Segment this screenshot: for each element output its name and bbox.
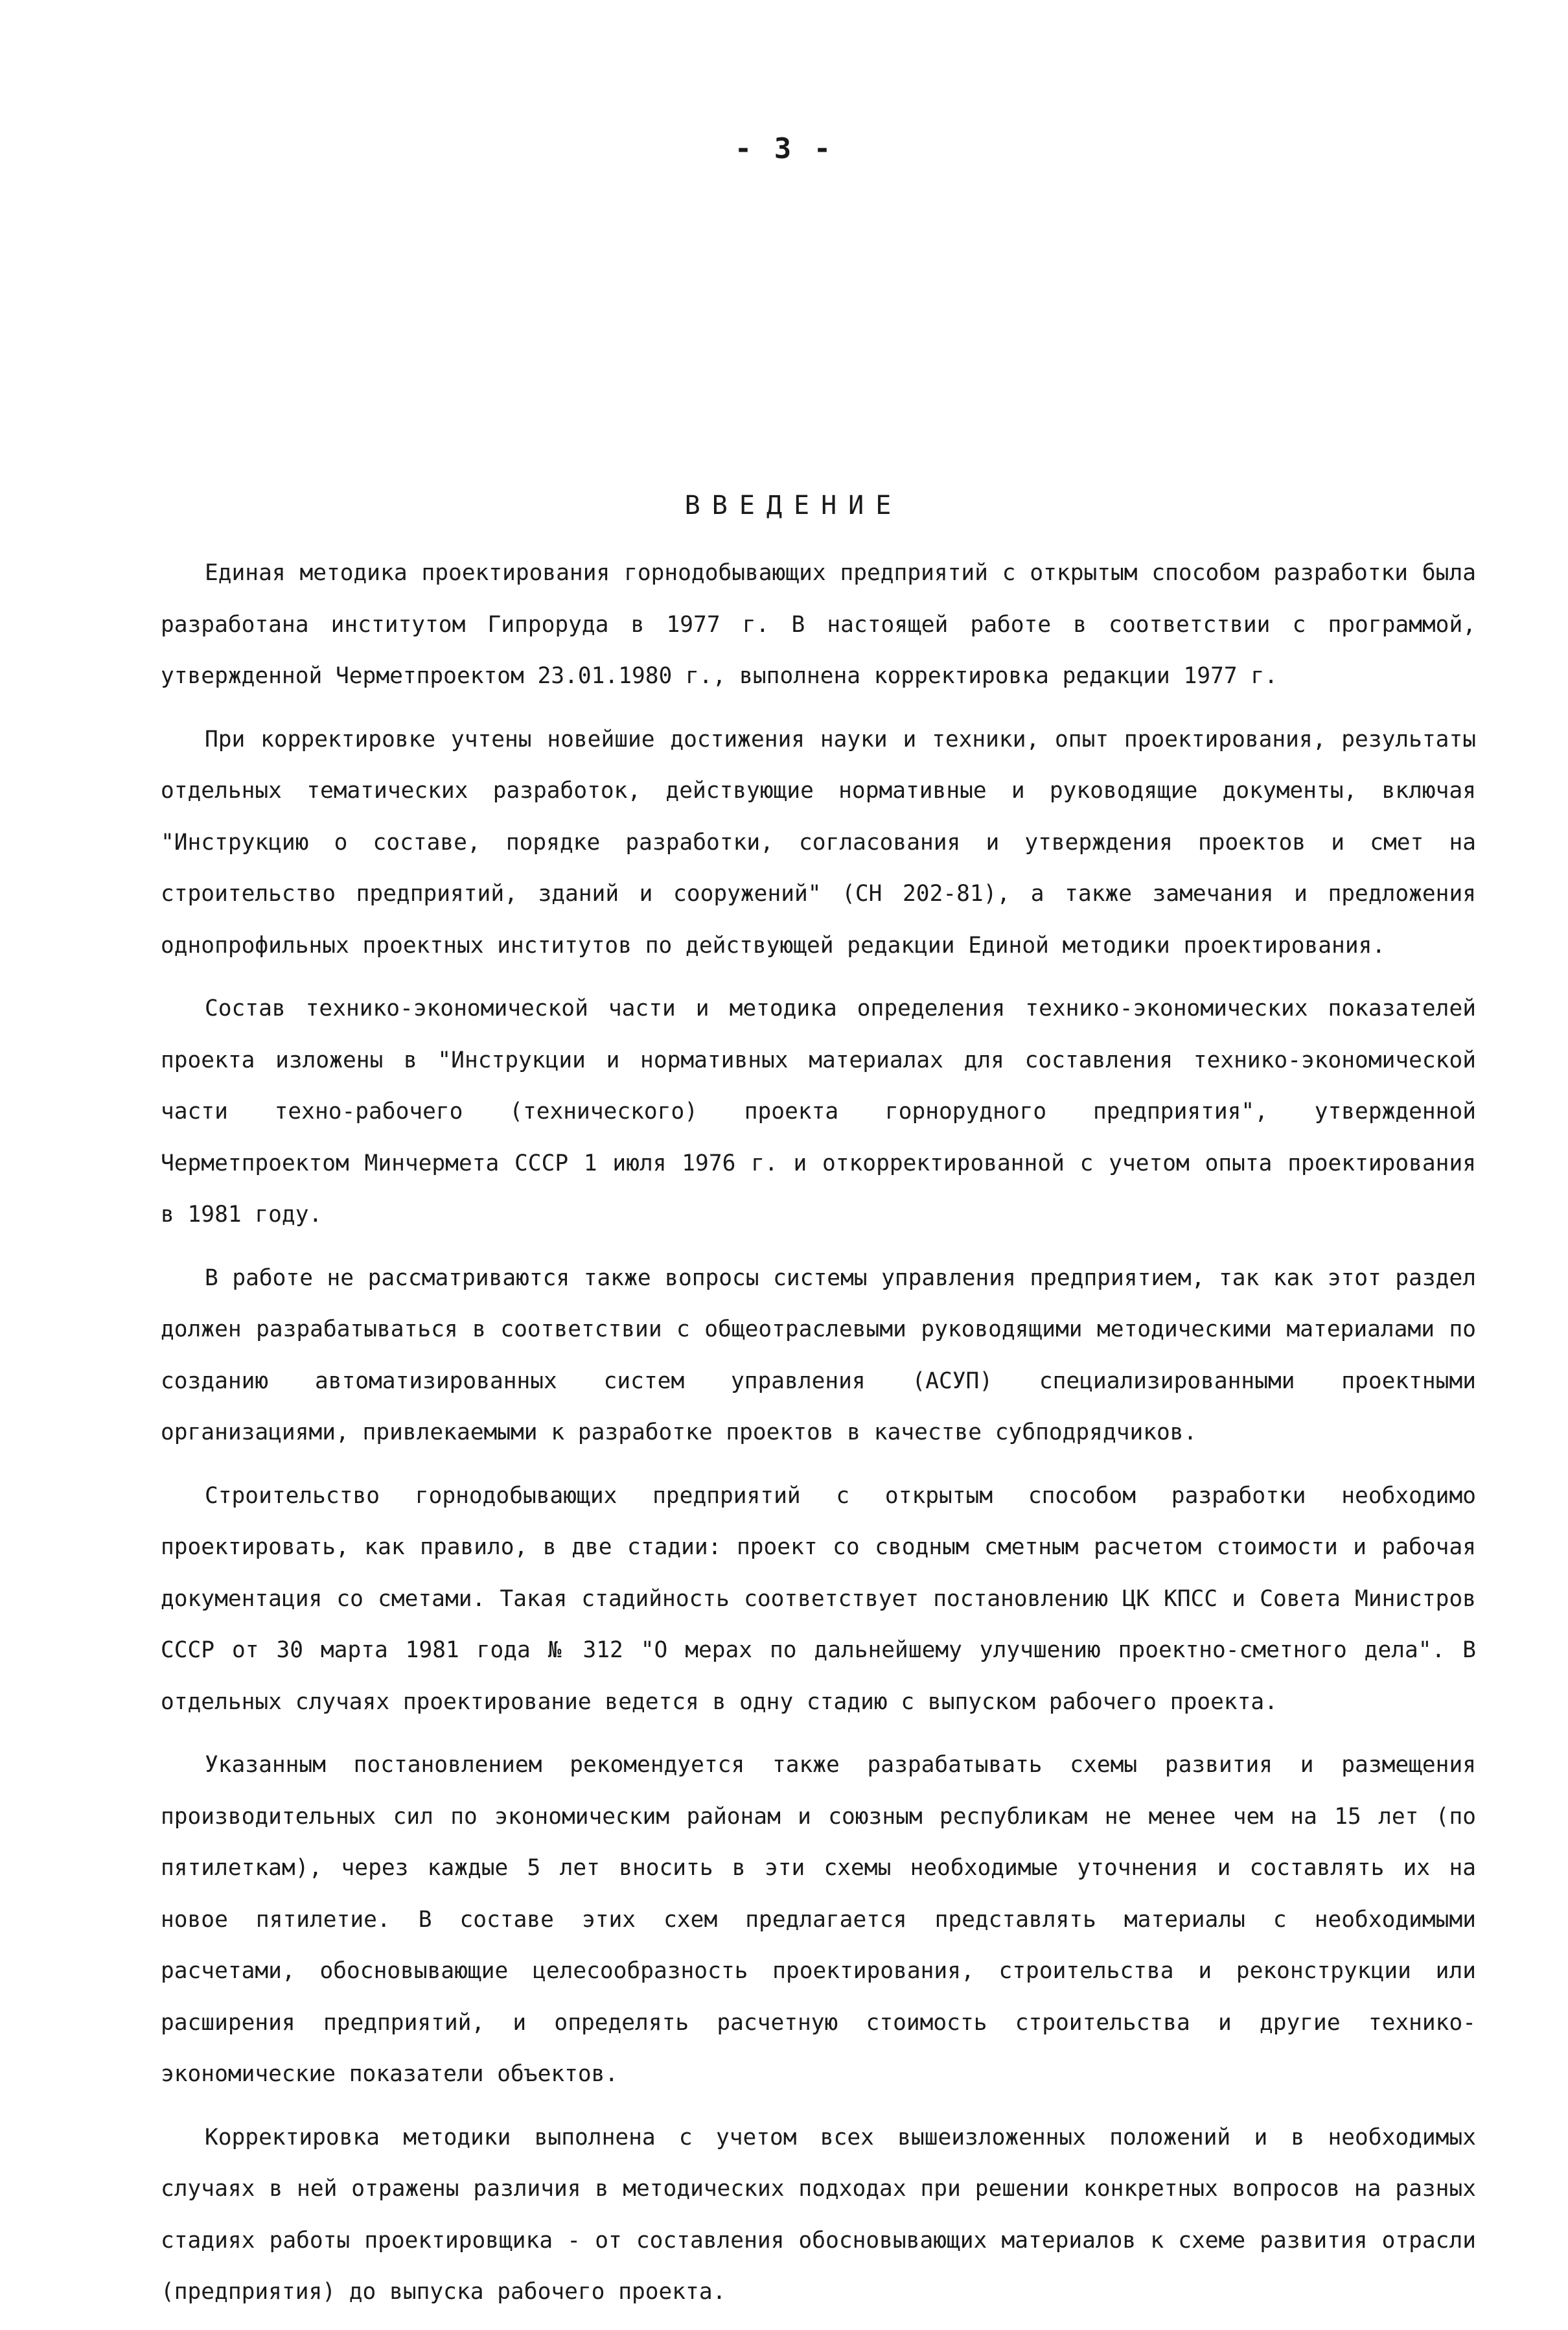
paragraph: Указанным постановлением рекомендуется также разрабатывать схемы развития и размещения производительных сил по экономическим районам и союзным республикам не менее чем на 15 лет (по пятилеткам), через каждые 5 лет вносить в эти схемы необходимые уточнения и составлять их на новое пятилетие. В составе этих схем предлагается представлять материалы с необходимыми расчетами, обосновывающие целесообразность проектирования, строительства и реконструкции или расширения предприятий, и определять расчетную стоимость строительства и другие технико-экономические показатели объектов. xyxy=(161,1752,1476,2087)
page-number: - 3 - xyxy=(734,132,834,165)
paragraph: Строительство горнодобывающих предприятий с открытым способом разработки необходимо проектировать, как правило, в две стадии: проект со сводным сметным расчетом стоимости и рабочая документация со сметами. Такая стадийность соответствует постановлению ЦК КПСС и Совета Министров СССР от 30 марта 1981 года № 312 "О мерах по дальнейшему улучшению проектно-сметного дела". В отдельных случаях проектирование ведется в одну стадию с выпуском рабочего проекта. xyxy=(161,1482,1476,1715)
text-body xyxy=(161,548,1476,2330)
paragraph: Состав технико-экономической части и методика определения технико-экономических показателей проекта изложены в "Инструкции и нормативных материалах для составления технико-экономической части техно-рабочего (технического) проекта горнорудного предприятия", утвержденной Черметпроектом Минчермета СССР 1 июля 1976 г. и откорректированной с учетом опыта проектирования в 1981 году. xyxy=(161,996,1476,1228)
paragraph: Корректировка методики выполнена с учетом всех вышеизложенных положений и в необходимых случаях в ней отражены различия в методических подходах при решении конкретных вопросов на разных стадиях работы проектировщика - от составления обосновывающих материалов к схеме развития отрасли (предприятия) до выпуска рабочего проекта. xyxy=(161,2124,1476,2305)
paragraph: Единая методика проектирования горнодобывающих предприятий с открытым способом разработки была разработана институтом Гипроруда в 1977 г. В настоящей работе в соответствии с программой, утвержденной Черметпроектом 23.01.1980 г., выполнена корректировка редакции 1977 г. xyxy=(161,560,1476,689)
section-heading: ВВЕДЕНИЕ xyxy=(684,491,903,520)
paragraph: В работе не рассматриваются также вопросы системы управления предприятием, так как этот раздел должен разрабатываться в соответствии с общеотраслевыми руководящими методическими материалами по созданию автоматизированных систем управления (АСУП) специализированными проектными организациями, привлекаемыми к разработке проектов в качестве субподрядчиков. xyxy=(161,1264,1476,1445)
paragraph: При корректировке учтены новейшие достижения науки и техники, опыт проектирования, результаты отдельных тематических разработок, действующие нормативные и руководящие документы, включая "Инструкцию о составе, порядке разработки, согласования и утверждения проектов и смет на строительство предприятий, зданий и сооружений" (СН 202-81), а также замечания и предложения однопрофильных проектных институтов по действующей редакции Единой методики проектирования. xyxy=(161,726,1476,959)
